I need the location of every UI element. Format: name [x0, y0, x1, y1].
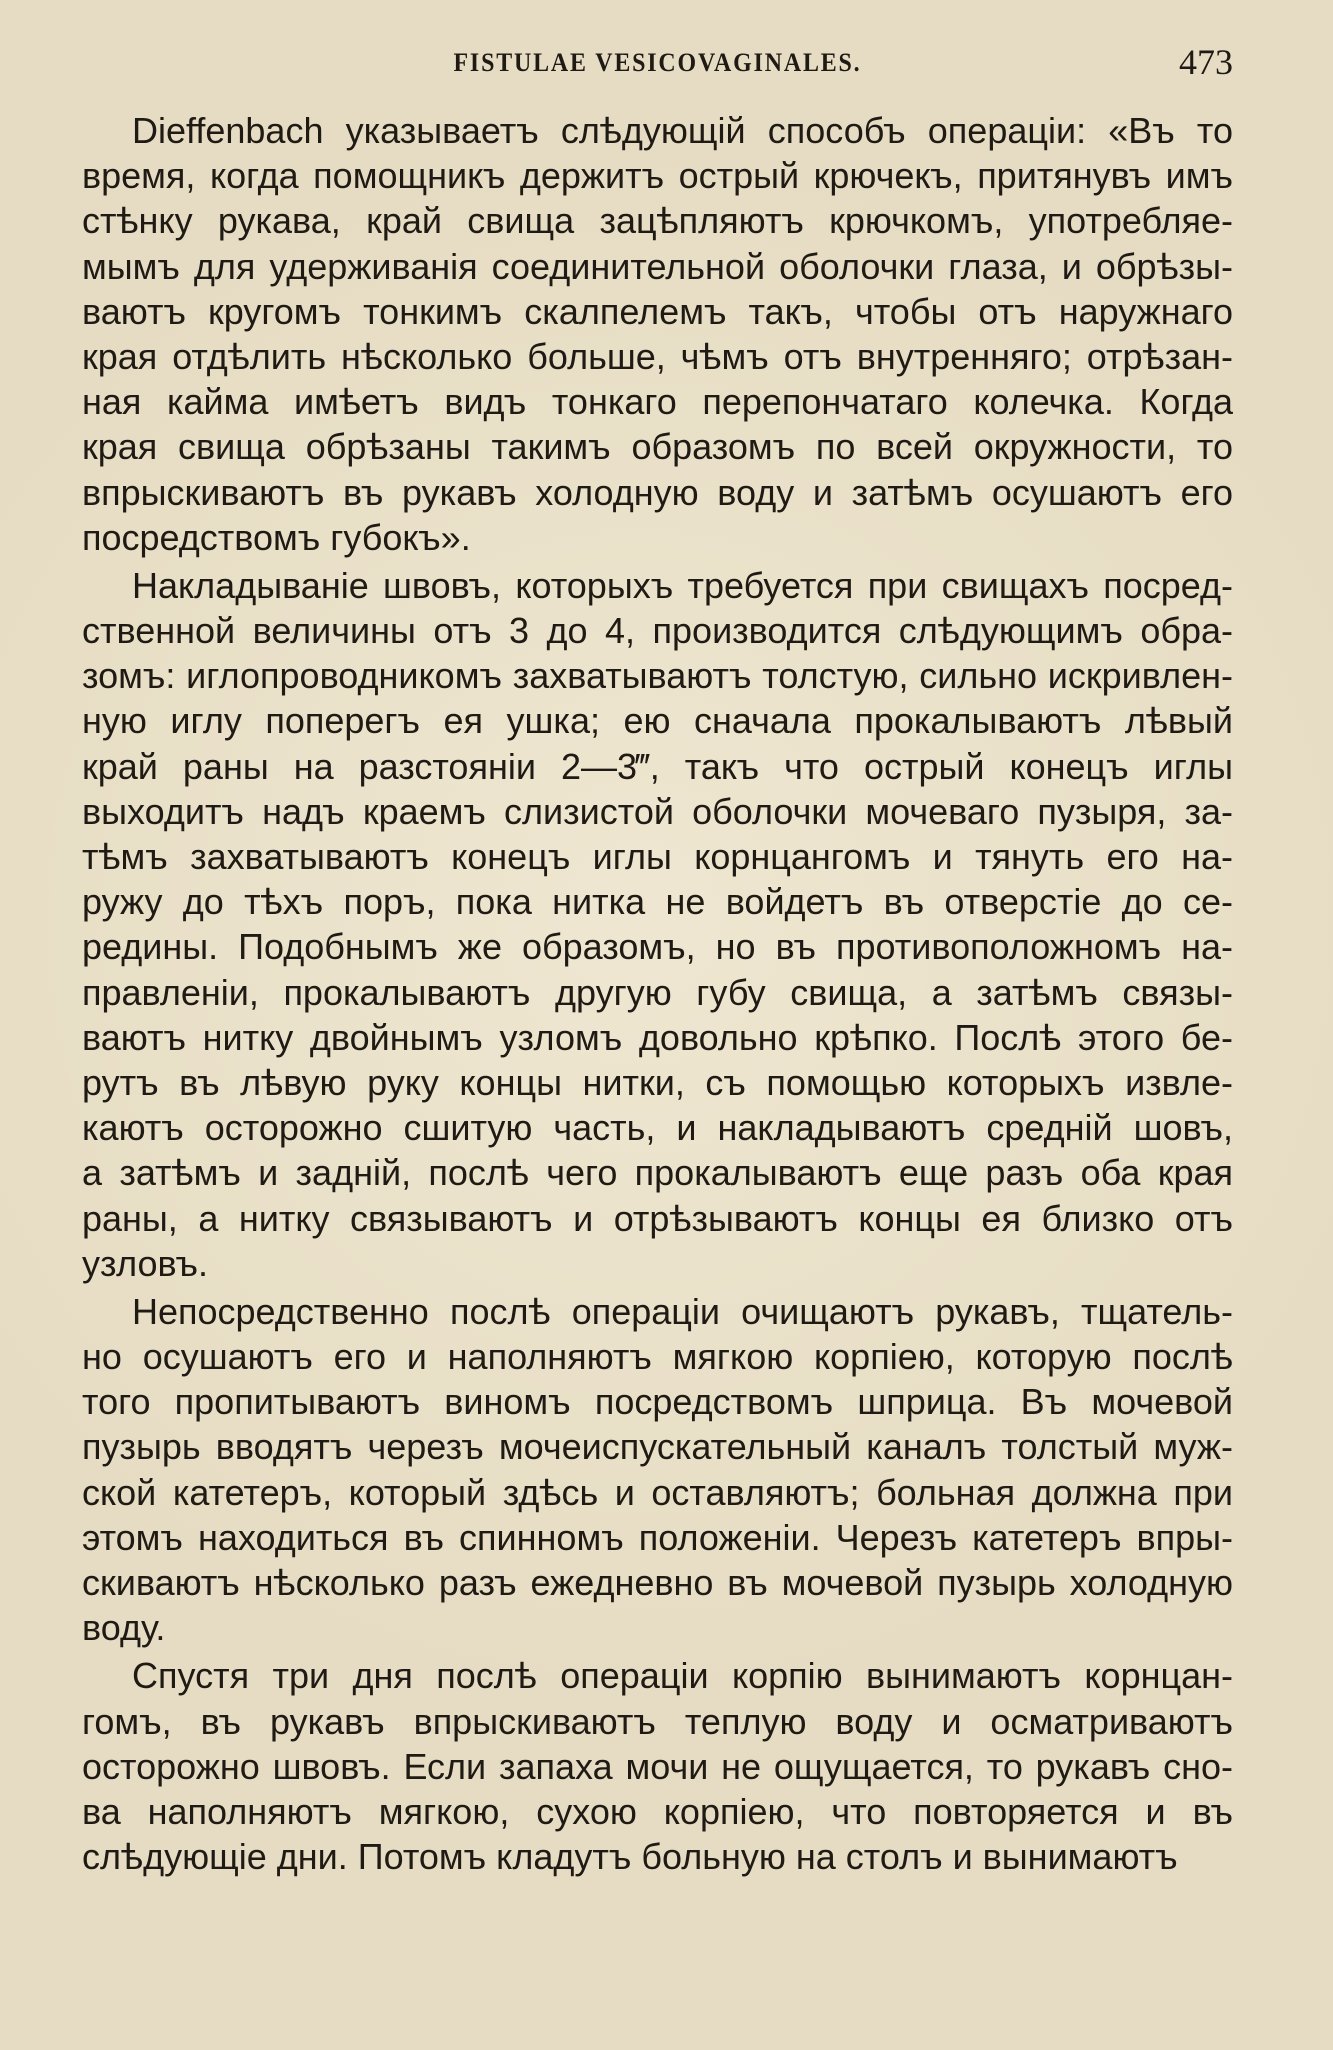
text-line: края свища обрѣзаны такимъ образомъ по всей окружности, то — [82, 426, 1233, 468]
text-line: края отдѣлить нѣсколько больше, чѣмъ отъ внутренняго; отрѣзан- — [82, 335, 1233, 377]
text-line: каютъ осторожно сшитую часть, и накладываютъ средній шовъ, — [82, 1107, 1233, 1149]
page-number: 473 — [1179, 42, 1233, 82]
text-line: того пропитываютъ виномъ посредствомъ шприца. Въ мочевой — [82, 1381, 1233, 1423]
text-line: тѣмъ захватываютъ конецъ иглы корнцангомъ и тянуть его на- — [82, 836, 1233, 877]
text-line: гомъ, въ рукавъ впрыскиваютъ теплую воду и осматриваютъ — [82, 1700, 1233, 1742]
text-line: край раны на разстояніи 2—3‴, такъ что острый конецъ иглы — [82, 745, 1233, 787]
text-line: Dieffenbach указываетъ слѣдующій способъ операціи: «Въ то — [132, 110, 1233, 151]
text-line: ная кайма имѣетъ видъ тонкаго перепончатаго колечка. Когда — [82, 381, 1233, 423]
text-line: время, когда помощникъ держитъ острый крючекъ, притянувъ имъ — [82, 155, 1233, 197]
text-line: этомъ находиться въ спинномъ положеніи. Черезъ катетеръ впры- — [82, 1516, 1233, 1558]
text-line: выходитъ надъ краемъ слизистой оболочки мочеваго пузыря, за- — [82, 790, 1233, 832]
text-line: ственной величины отъ 3 до 4, производится слѣдующимъ обра- — [82, 610, 1233, 652]
text-line: ную иглу поперегъ ея ушка; ею сначала прокалываютъ лѣвый — [82, 700, 1233, 742]
text-line: раны, а нитку связываютъ и отрѣзываютъ концы ея близко отъ — [82, 1197, 1233, 1239]
text-line: воду. — [82, 1607, 166, 1649]
text-line: редины. Подобнымъ же образомъ, но въ противоположномъ на- — [82, 926, 1233, 968]
text-line: мымъ для удерживанія соединительной оболочки глаза, и обрѣзы- — [82, 245, 1233, 287]
text-line: пузырь вводятъ черезъ мочеиспускательный каналъ толстый муж- — [82, 1426, 1233, 1468]
running-head — [82, 40, 1233, 88]
text-line: посредствомъ губокъ». — [82, 516, 471, 558]
text-line: слѣдующіе дни. Потомъ кладутъ больную на столъ и вынимаютъ — [82, 1836, 1178, 1878]
text-line: ва наполняютъ мягкою, сухою корпіею, что повторяется и въ — [82, 1790, 1233, 1832]
text-line: ружу до тѣхъ поръ, пока нитка не войдетъ въ отверстіе до се- — [82, 881, 1233, 923]
text-line: стѣнку рукава, край свища зацѣпляютъ крючкомъ, употребляе- — [82, 200, 1233, 242]
text-line: рутъ въ лѣвую руку концы нитки, съ помощью которыхъ извле- — [82, 1061, 1233, 1103]
running-title: FISTULAE VESICOVAGINALES. — [453, 48, 862, 77]
body-text — [82, 108, 1233, 1879]
text-line: осторожно швовъ. Если запаха мочи не ощущается, то рукавъ сно- — [82, 1745, 1233, 1787]
paragraph — [82, 108, 1233, 560]
text-line: а затѣмъ и задній, послѣ чего прокалываютъ еще разъ оба края — [82, 1152, 1233, 1194]
text-line: скиваютъ нѣсколько разъ ежедневно въ мочевой пузырь холодную — [82, 1562, 1233, 1603]
text-line: ваютъ кругомъ тонкимъ скалпелемъ такъ, чтобы отъ наружнаго — [82, 290, 1233, 332]
text-line: Непосредственно послѣ операціи очищаютъ рукавъ, тщатель- — [132, 1290, 1233, 1332]
text-line: узловъ. — [82, 1242, 208, 1284]
text-line: Спустя три дня послѣ операціи корпію вынимаютъ корнцан- — [132, 1655, 1233, 1697]
text-line: правленіи, прокалываютъ другую губу свища, а затѣмъ связы- — [82, 971, 1233, 1013]
paragraph — [82, 1653, 1233, 1879]
text-line: впрыскиваютъ въ рукавъ холодную воду и затѣмъ осушаютъ его — [82, 471, 1233, 513]
text-line: но осушаютъ его и наполняютъ мягкою корпіею, которую послѣ — [82, 1336, 1233, 1378]
text-line: зомъ: иглопроводникомъ захватываютъ толстую, сильно искривлен- — [82, 655, 1233, 697]
text-line: Накладываніе швовъ, которыхъ требуется при свищахъ посред- — [132, 564, 1233, 606]
paragraph — [82, 1289, 1233, 1651]
text-line: ваютъ нитку двойнымъ узломъ довольно крѣпко. Послѣ этого бе- — [82, 1016, 1233, 1058]
text-line: ской катетеръ, который здѣсь и оставляютъ; больная должна при — [82, 1471, 1233, 1513]
paragraph — [82, 563, 1233, 1286]
